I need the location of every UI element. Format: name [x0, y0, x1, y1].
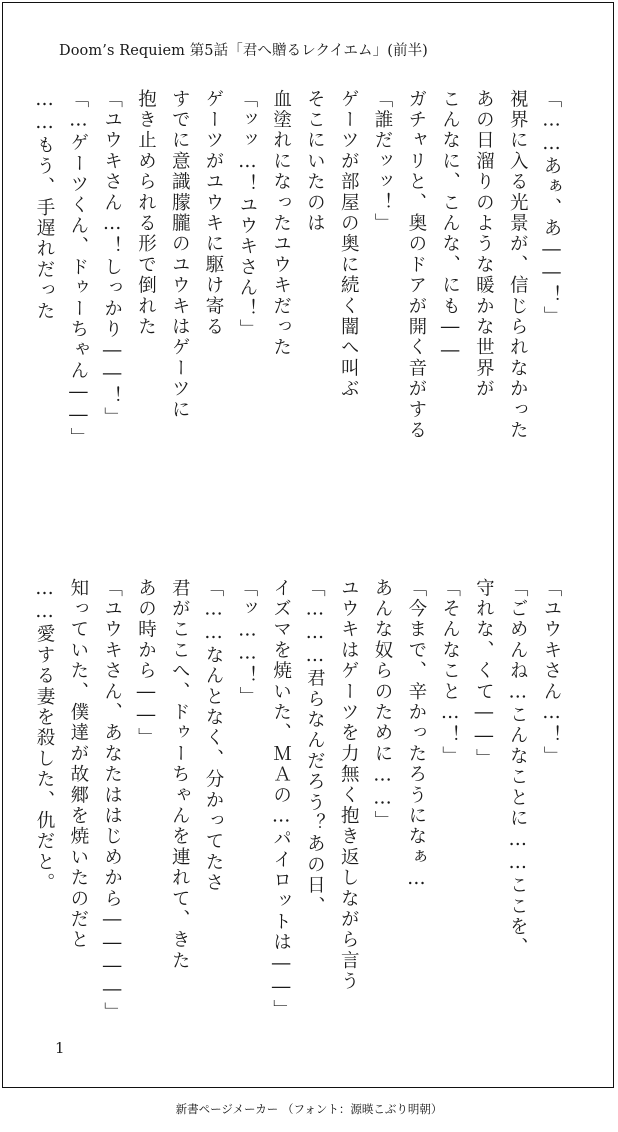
text-column: 「…ゲーツくん、ドゥーちゃん――」 [67, 89, 89, 449]
text-column: あの日溜りのような暖かな世界が [473, 89, 495, 400]
text-column: こんなに、こんな、にも―― [439, 89, 461, 364]
text-column: 知っていた、僕達が故郷を焼いたのだと [67, 578, 89, 951]
page-header-title: Doom’s Requiem 第5話「君へ贈るレクイエム」(前半) [59, 43, 428, 59]
text-column: ……愛する妻を殺した、仇だと。 [34, 578, 56, 894]
text-column: 「誰だッッ！」 [372, 89, 394, 234]
text-column: ゲーツが部屋の奥に続く闇へ叫ぶ [338, 89, 360, 400]
text-column: 「………君らなんだろう？あの日、 [304, 578, 326, 917]
text-column: 「今まで、辛かったろうになぁ… [405, 578, 427, 891]
text-column: 抱き止められる形で倒れた [135, 89, 157, 338]
text-column: ユウキはゲーツを力無く抱き返しながら言う [338, 578, 360, 992]
text-column: 「ッッ…！ユウキさん！」 [236, 89, 258, 340]
text-column: イズマを焼いた、ＭＡの…パイロットは――」 [270, 578, 292, 1021]
manuscript-page [2, 2, 614, 1088]
text-column: ガチャリと、奥のドアが開く音がする [405, 89, 427, 441]
text-column: ……もう、手遅れだった [34, 89, 56, 322]
text-column: あんな奴らのために……」 [372, 578, 394, 832]
text-column: 君がここへ、ドゥーちゃんを連れて、きた [169, 578, 191, 972]
page-number: 1 [55, 1039, 65, 1057]
text-column: そこにいたのは [304, 89, 326, 234]
top-text-block [27, 89, 568, 448]
text-column: 「……なんとなく、分かってたさ [203, 578, 225, 894]
text-column: 「……あぁ、あ――！」 [541, 89, 562, 327]
text-column: 血塗れになったユウキだった [270, 89, 292, 359]
text-column: ゲーツがユウキに駆け寄る [203, 89, 225, 338]
text-column: 「ごめんね…こんなことに……ここを、 [507, 578, 529, 959]
bottom-text-block [27, 578, 568, 1023]
text-column: 視界に入る光景が、信じられなかった [507, 89, 529, 441]
text-column: 守れな、くて――」 [473, 578, 495, 770]
text-column: 「ユウキさん、あなたははじめから――――」 [101, 578, 123, 1023]
text-column: すでに意識朦朧のユウキはゲーツに [169, 89, 191, 421]
text-column: 「ッ……！」 [236, 578, 258, 708]
footer-credit: 新書ページメーカー （フォント：源暎こぶり明朝） [175, 1102, 443, 1116]
text-column: 「ユウキさん…！」 [541, 578, 562, 767]
text-column: あの時から――」 [135, 578, 157, 749]
text-column: 「ユウキさん…！しっかり――！」 [101, 89, 123, 428]
text-column: 「そんなこと…！」 [439, 578, 461, 767]
